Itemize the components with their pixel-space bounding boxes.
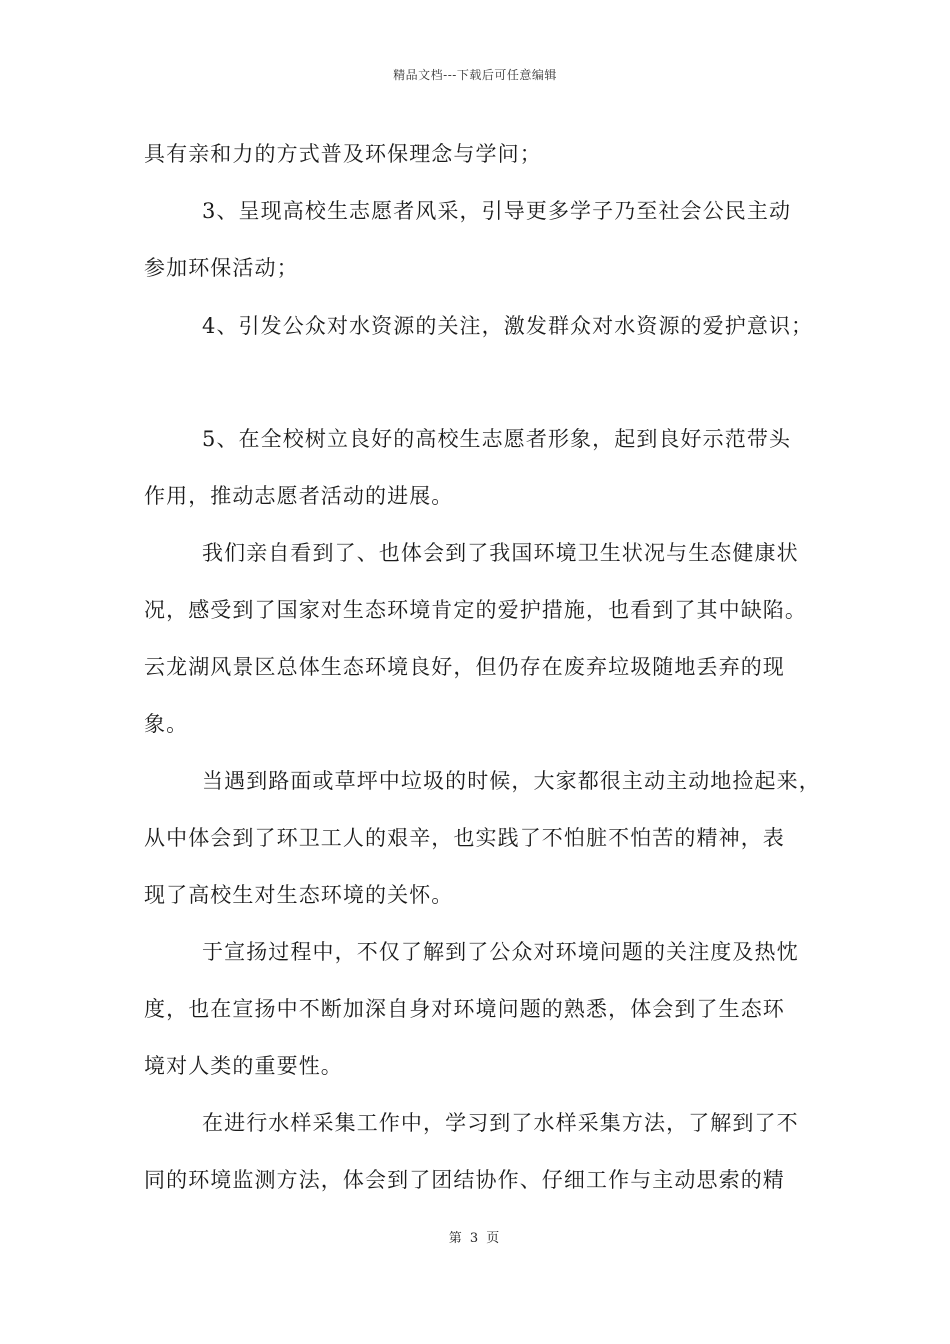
text-line: 况，感受到了国家对生态环境肯定的爱护措施，也看到了其中缺陷。: [144, 598, 807, 622]
text-line: 度，也在宣扬中不断加深自身对环境问题的熟悉，体会到了生态环: [144, 997, 785, 1021]
text-line: 在进行水样采集工作中，学习到了水样采集方法，了解到了不: [202, 1111, 799, 1135]
text-line: 象。: [144, 712, 189, 736]
text-line: 作用，推动志愿者活动的进展。: [144, 484, 454, 508]
text-line: 5、在全校树立良好的高校生志愿者形象，起到良好示范带头: [202, 427, 792, 451]
text-line: 3、呈现高校生志愿者风采，引导更多学子乃至社会公民主动: [202, 199, 792, 223]
text-line: 境对人类的重要性。: [144, 1054, 343, 1078]
text-line: 当遇到路面或草坪中垃圾的时候，大家都很主动主动地捡起来，: [202, 769, 821, 793]
text-line: 具有亲和力的方式普及环保理念与学问；: [144, 142, 542, 166]
text-line: 云龙湖风景区总体生态环境良好，但仍存在废弃垃圾随地丢弃的现: [144, 655, 785, 679]
text-line: 参加环保活动；: [144, 256, 299, 280]
page-number: 第 3 页: [448, 1231, 502, 1246]
text-line: 于宣扬过程中，不仅了解到了公众对环境问题的关注度及热忱: [202, 940, 799, 964]
page-header: 精品文档---下载后可任意编辑: [393, 68, 557, 82]
text-line: 同的环境监测方法，体会到了团结协作、仔细工作与主动思索的精: [144, 1168, 785, 1192]
text-line: 4、引发公众对水资源的关注，激发群众对水资源的爱护意识；: [202, 314, 814, 338]
text-line: 我们亲自看到了、也体会到了我国环境卫生状况与生态健康状: [202, 541, 799, 565]
text-line: 从中体会到了环卫工人的艰辛，也实践了不怕脏不怕苦的精神，表: [144, 826, 785, 850]
text-line: 现了高校生对生态环境的关怀。: [144, 883, 454, 907]
